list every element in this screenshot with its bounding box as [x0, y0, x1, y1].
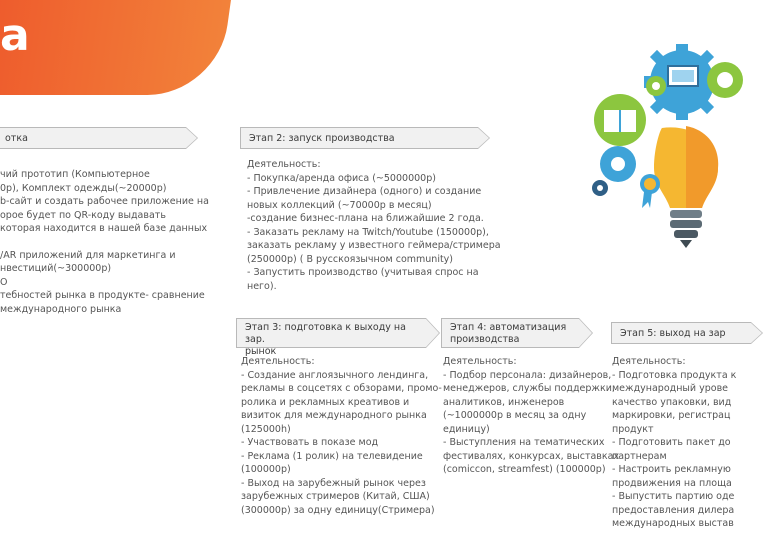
stage4-label: [441, 318, 579, 348]
gear-icon: [592, 180, 608, 196]
stage3-line: (100000р): [241, 464, 291, 475]
lightbulb-gears-illustration: [590, 40, 730, 255]
stage1-line: международного рынка: [0, 303, 122, 315]
stage5-line: международных выстав: [612, 518, 734, 529]
stage4-line: единицу): [443, 423, 490, 435]
stage5-line: Деятельность:: [612, 356, 686, 367]
stage3-label-line2: рынок: [245, 346, 277, 357]
stage5-line: качество упаковки, вид: [612, 396, 732, 408]
stage3-line: - Участвовать в показе мод: [241, 437, 379, 448]
stage3-line: зарубежных стримеров (Китай, США): [241, 491, 430, 502]
stage3-line: Деятельность:: [241, 356, 315, 367]
stage5-line: - Настроить рекламную: [612, 464, 731, 475]
stage1-line: b-сайт и создать рабочее приложение на: [0, 196, 209, 207]
stage2-line: -создание бизнес-плана на ближайшие 2 года.: [247, 213, 484, 224]
stage5-text: [612, 355, 737, 531]
stage3-line: - Создание англоязычного лендинга,: [241, 369, 429, 381]
stage3-label-line1: Этап 3: подготовка к выходу на зар.: [245, 322, 406, 345]
stage5-line: - Подготовка продукта к: [612, 369, 737, 381]
stage3-line: (300000р) за одну единицу(Стримера): [241, 504, 435, 516]
stage4-line: аналитиков, инженеров: [443, 396, 565, 408]
gear-icon: [707, 62, 743, 98]
stage2-line: него).: [247, 280, 277, 292]
stage2-text: [247, 158, 501, 293]
stage5-label: [611, 322, 751, 344]
stage5-line: продвижения на площа: [612, 477, 732, 489]
gear-icon: [600, 146, 636, 182]
lightbulb-icon: [654, 126, 718, 248]
stage4-label-line2: производства: [450, 334, 520, 345]
gear-icon: [646, 76, 666, 96]
stage5-line: предоставления дилера: [612, 504, 735, 516]
stage5-label-text: Этап 5: выход на зар: [620, 328, 726, 339]
stage3-text: [241, 355, 442, 517]
stage4-text: [443, 355, 619, 477]
stage3-line: рекламы в соцсетях с обзорами, промо-: [241, 383, 442, 394]
stage1-line: нвестиций(~300000р): [0, 263, 112, 274]
stage1-text: [0, 168, 209, 316]
stage1-line: [0, 236, 209, 249]
stage2-line: (250000р) ( В русскоязычном community): [247, 253, 454, 265]
stage5-line: - Подготовить пакет до: [612, 437, 731, 448]
stage2-line: - Запустить производство (учитывая спрос на: [247, 267, 479, 278]
stage2-line: - Заказать рекламу на Twitch/Youtube (150000р),: [247, 226, 489, 238]
stage5-line: продукт: [612, 423, 654, 435]
stage5-line: международный урове: [612, 383, 729, 394]
stage1-line: которая находится в нашей базе данных: [0, 223, 208, 234]
stage1-line: орое будет по QR-коду выдавать: [0, 209, 166, 221]
stage5-line: партнерам: [612, 450, 667, 462]
stage2-line: - Покупка/аренда офиса (~5000000р): [247, 172, 436, 184]
stage2-line: заказать рекламу у известного геймера/стримера: [247, 240, 501, 251]
stage4-line: менеджеров, службы поддержки,: [443, 383, 615, 394]
stage4-line: - Подбор персонала: дизайнеров,: [443, 369, 612, 381]
header-banner: [0, 0, 232, 95]
stage3-line: (125000h): [241, 423, 291, 435]
stage1-label-text: отка: [5, 133, 28, 144]
stage1-line: О: [0, 276, 8, 288]
stage2-line: - Привлечение дизайнера (одного) и создание: [247, 186, 482, 197]
stage3-label: [236, 318, 426, 357]
stage4-line: фестивалях, конкурсах, выставках: [443, 450, 620, 462]
stage4-line: Деятельность:: [443, 356, 517, 367]
stage4-line: - Выступления на тематических: [443, 437, 605, 448]
stage1-line: тебностей рынка в продукте- сравнение: [0, 290, 205, 301]
stage2-line: Деятельность:: [247, 159, 321, 170]
stage5-line: маркировки, регистрац: [612, 410, 731, 421]
stage4-line: (comiccon, streamfest) (100000р): [443, 464, 606, 475]
stage1-label: [0, 127, 186, 149]
stage3-line: визиток для международного рынка: [241, 410, 427, 421]
stage4-line: (~1000000р в месяц за одну: [443, 410, 587, 421]
stage2-label-text: Этап 2: запуск производства: [249, 133, 395, 144]
stage1-line: /AR приложений для маркетинга и: [0, 249, 176, 261]
stage2-label: [240, 127, 478, 149]
stage4-label-line1: Этап 4: автоматизация: [450, 322, 567, 333]
stage5-line: - Выпустить партию оде: [612, 491, 735, 502]
page-title: а: [0, 10, 30, 61]
book-gear-icon: [594, 94, 646, 146]
stage1-line: чий прототип (Компьютерное: [0, 169, 150, 180]
stage3-line: - Выход на зарубежный рынок через: [241, 477, 426, 489]
stage2-line: новых коллекций (~70000р в месяц): [247, 199, 432, 211]
stage3-line: ролика и рекламных креативов и: [241, 396, 410, 408]
stage1-line: 0р), Комплект одежды(~20000р): [0, 182, 167, 194]
stage3-line: - Реклама (1 ролик) на телевидение: [241, 450, 423, 462]
medal-icon: [640, 174, 660, 208]
